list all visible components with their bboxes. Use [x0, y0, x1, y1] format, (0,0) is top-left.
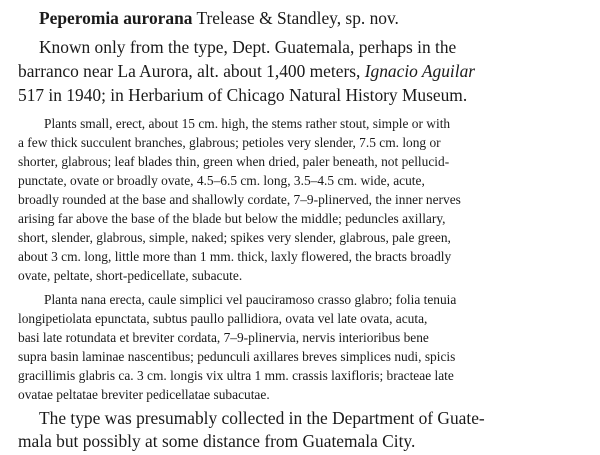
latin-line: gracillimis glabris ca. 3 cm. longis vix ultra 1 mm. crassis laxifloris; bracteae late	[18, 368, 454, 383]
description-line: Plants small, erect, about 15 cm. high, the stems rather stout, simple or with	[44, 116, 451, 131]
species-heading	[39, 8, 399, 29]
species-name: Peperomia aurorana	[39, 8, 193, 28]
description-line: shorter, glabrous; leaf blades thin, green when dried, paler beneath, not pellucid-	[18, 154, 450, 169]
intro-line-2-text: barranco near La Aurora, alt. about 1,400 meters,	[18, 61, 361, 81]
intro-line-1: Known only from the type, Dept. Guatemala, perhaps in the	[39, 37, 457, 57]
latin-line: Planta nana erecta, caule simplici vel pauciramoso crasso glabro; folia tenuia	[44, 292, 457, 307]
intro-line-3: 517 in 1940; in Herbarium of Chicago Natural History Museum.	[18, 85, 468, 105]
description-line: short, slender, glabrous, simple, naked; spikes very slender, glabrous, pale green,	[18, 230, 451, 245]
species-authority: Trelease & Standley, sp. nov.	[196, 8, 399, 28]
collector-name: Ignacio Aguilar	[364, 61, 476, 81]
intro-line-2	[18, 61, 475, 82]
description-line: arising far above the base of the blade but below the middle; peduncles axillary,	[18, 211, 446, 226]
description-line: about 3 cm. long, little more than 1 mm. thick, laxly flowered, the bracts broadly	[18, 249, 452, 264]
latin-line: longipetiolata epunctata, subtus paullo pallidiora, ovata vel late ovata, acuta,	[18, 311, 428, 326]
description-line: a few thick succulent branches, glabrous; petioles very slender, 7.5 cm. long or	[18, 135, 441, 150]
latin-line: basi late rotundata et breviter cordata, 7–9-plinervia, nervis interioribus bene	[18, 330, 429, 345]
closing-line-1: The type was presumably collected in the Department of Guate-	[39, 408, 485, 428]
closing-line-2: mala but possibly at some distance from Guatemala City.	[18, 431, 416, 451]
description-line: ovate, peltate, short-pedicellate, subacute.	[18, 268, 243, 283]
description-line: punctate, ovate or broadly ovate, 4.5–6.5 cm. long, 3.5–4.5 cm. wide, acute,	[18, 173, 425, 188]
latin-line: ovatae peltatae breviter pedicellatae subacutae.	[18, 387, 270, 402]
description-line: broadly rounded at the base and shallowly cordate, 7–9-plinerved, the inner nerves	[18, 192, 461, 207]
latin-line: supra basin laminae nascentibus; pedunculi axillares breves simplices nudi, spicis	[18, 349, 456, 364]
